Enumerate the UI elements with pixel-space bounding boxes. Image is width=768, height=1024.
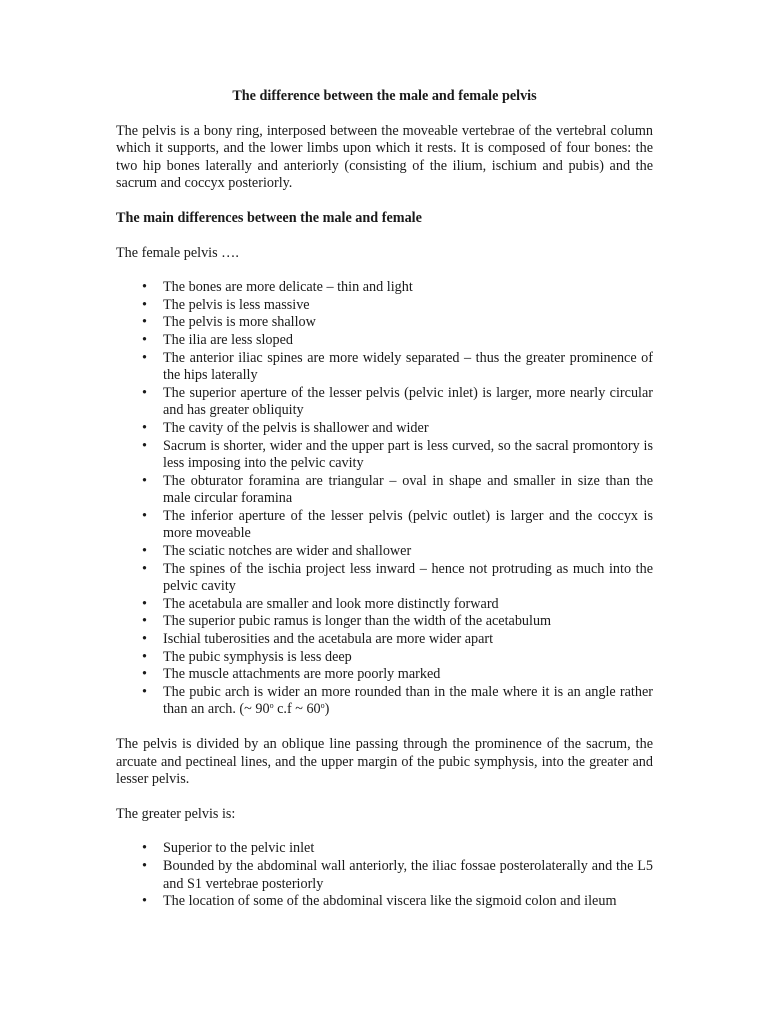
list-item-text: The acetabula are smaller and look more distinctly forward	[163, 595, 499, 612]
list-item	[142, 595, 653, 614]
list-item-text: The sciatic notches are wider and shallower	[163, 543, 412, 560]
bullet-icon: •	[142, 840, 147, 857]
bullet-icon: •	[142, 613, 147, 630]
bullet-icon: •	[142, 595, 147, 612]
female-pelvis-intro: The female pelvis ….	[116, 244, 239, 261]
list-item	[142, 560, 653, 596]
list-item-text: The cavity of the pelvis is shallower and wider	[163, 419, 429, 436]
list-item-text: Ischial tuberosities and the acetabula are more wider apart	[163, 631, 494, 648]
pubic-arch-comparison: c.f ~ 60	[273, 701, 321, 718]
list-item-text: The muscle attachments are more poorly marked	[163, 666, 441, 683]
list-item-text: The spines of the ischia project less inward – hence not protruding as much into the pelvic cavity	[163, 560, 653, 595]
list-item	[142, 349, 653, 385]
list-item	[142, 296, 653, 315]
pubic-arch-list-item	[142, 683, 653, 719]
bullet-icon: •	[142, 331, 147, 348]
bullet-icon: •	[142, 893, 147, 910]
list-item	[142, 666, 653, 684]
list-item-text: The bones are more delicate – thin and light	[163, 279, 413, 296]
pubic-arch-text: The pubic arch is wider an more rounded than in the male where it is an angle rather than an arch. (~ 90	[163, 683, 653, 718]
list-item-text: Bounded by the abdominal wall anteriorly, the iliac fossae posterolaterally and the L5 and S1 vertebrae posteriorly	[163, 857, 653, 892]
bullet-icon: •	[142, 560, 147, 577]
list-item-text: Sacrum is shorter, wider and the upper part is less curved, so the sacral promontory is less imposing into the pelvic cavity	[163, 437, 653, 472]
female-differences-list	[116, 279, 653, 719]
closing-paren: )	[324, 701, 330, 718]
bullet-icon: •	[142, 349, 147, 366]
list-item	[142, 331, 653, 350]
bullet-icon: •	[142, 384, 147, 401]
bullet-icon: •	[142, 296, 147, 313]
list-item-text: The pelvis is less massive	[163, 296, 310, 313]
bullet-icon: •	[142, 314, 147, 331]
degree-superscript: o	[269, 701, 274, 711]
document-title: The difference between the male and female pelvis	[232, 88, 537, 104]
list-item-text: The pelvis is more shallow	[163, 314, 316, 331]
bullet-icon: •	[142, 683, 147, 700]
list-item-text: Superior to the pelvic inlet	[163, 840, 315, 857]
degree-superscript: o	[320, 701, 325, 711]
division-paragraph: The pelvis is divided by an oblique line passing through the prominence of the sacrum, the arcuate and pectineal lines, and the upper margin of the pubic symphysis, into the greater and lesser pelvis.	[116, 736, 653, 788]
list-item-text: The ilia are less sloped	[163, 331, 294, 348]
bullet-icon: •	[142, 648, 147, 665]
list-item	[142, 543, 653, 561]
list-item-text: The superior pubic ramus is longer than the width of the acetabulum	[163, 613, 552, 630]
bullet-icon: •	[142, 279, 147, 296]
bullet-icon: •	[142, 419, 147, 436]
greater-pelvis-intro: The greater pelvis is:	[116, 805, 236, 822]
list-item-text: The pubic symphysis is less deep	[163, 648, 352, 665]
list-item	[142, 314, 653, 332]
list-item-text: The inferior aperture of the lesser pelvis (pelvic outlet) is larger and the coccyx is more moveable	[163, 507, 653, 542]
list-item	[142, 613, 653, 631]
list-item-text: The superior aperture of the lesser pelvis (pelvic inlet) is larger, more nearly circular and has greater obliquity	[163, 384, 653, 419]
list-item-text: The anterior iliac spines are more widely separated – thus the greater prominence of the hips laterally	[163, 349, 653, 384]
list-item	[142, 893, 653, 911]
bullet-icon: •	[142, 666, 147, 683]
list-item	[142, 507, 653, 543]
greater-pelvis-list	[116, 840, 653, 910]
section-heading: The main differences between the male and female	[116, 209, 422, 226]
bullet-icon: •	[142, 437, 147, 454]
list-item	[142, 437, 653, 473]
bullet-icon: •	[142, 543, 147, 560]
list-item	[142, 279, 653, 297]
bullet-icon: •	[142, 472, 147, 489]
list-item	[142, 857, 653, 893]
list-item-text: The location of some of the abdominal viscera like the sigmoid colon and ileum	[163, 893, 617, 910]
list-item-text: The obturator foramina are triangular – oval in shape and smaller in size than the male circular foramina	[163, 472, 653, 507]
list-item	[142, 840, 653, 858]
list-item	[142, 472, 653, 508]
list-item	[142, 384, 653, 420]
list-item	[142, 648, 653, 667]
bullet-icon: •	[142, 507, 147, 524]
bullet-icon: •	[142, 631, 147, 648]
list-item	[142, 631, 653, 649]
intro-paragraph: The pelvis is a bony ring, interposed between the moveable vertebrae of the vertebral column which it supports, and the lower limbs upon which it rests. It is composed of four bones: the two hip bones laterally and anteriorly (consisting of the ilium, ischium and pubis) and the sacrum and coccyx posteriorly.	[116, 122, 653, 192]
bullet-icon: •	[142, 857, 147, 874]
list-item	[142, 419, 653, 438]
